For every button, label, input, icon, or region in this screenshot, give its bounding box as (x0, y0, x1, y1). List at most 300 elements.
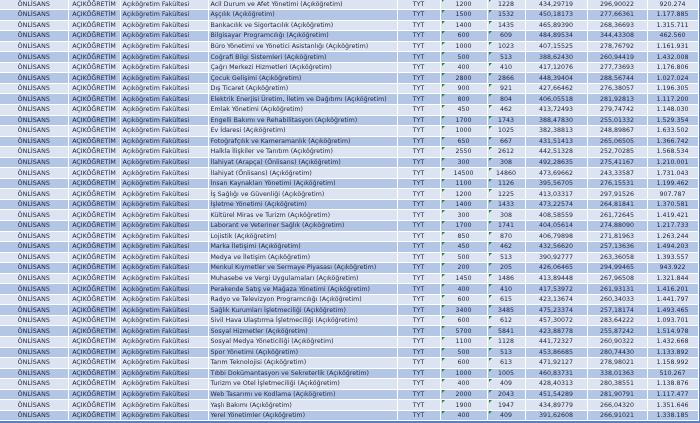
placed-cell[interactable]: 2612 (487, 147, 525, 158)
rank-cell[interactable]: 1.493.465 (647, 305, 698, 316)
faculty-cell[interactable]: Açıköğretim Fakültesi (120, 73, 208, 84)
placed-cell[interactable]: 1025 (487, 126, 525, 137)
quota-cell[interactable]: 1500 (440, 10, 487, 21)
program-name-cell[interactable]: İş Sağlığı ve Güvenliği (Açıköğretim) (208, 189, 397, 200)
rank-cell[interactable]: 1.133.892 (647, 347, 698, 358)
type-cell[interactable]: AÇIKÖĞRETİM (68, 252, 120, 263)
type-cell[interactable]: AÇIKÖĞRETİM (68, 52, 120, 63)
rank-cell[interactable]: 1.138.876 (647, 379, 698, 390)
placed-cell[interactable]: 308 (487, 210, 525, 221)
max-score-cell[interactable]: 451,54289 (525, 389, 587, 400)
faculty-cell[interactable]: Açıköğretim Fakültesi (120, 0, 208, 10)
type-cell[interactable]: AÇIKÖĞRETİM (68, 157, 120, 168)
faculty-cell[interactable]: Açıköğretim Fakültesi (120, 368, 208, 379)
rank-cell[interactable]: 1.393.557 (647, 252, 698, 263)
min-score-cell[interactable]: 288,56744 (587, 73, 647, 84)
type-cell[interactable]: AÇIKÖĞRETİM (68, 231, 120, 242)
level-cell[interactable]: ÖNLİSANS (0, 294, 68, 305)
level-cell[interactable]: ÖNLİSANS (0, 410, 68, 421)
placed-cell[interactable]: 513 (487, 52, 525, 63)
score-type-cell[interactable]: TYT (397, 0, 440, 10)
level-cell[interactable]: ÖNLİSANS (0, 115, 68, 126)
program-name-cell[interactable]: Dış Ticaret (Açıköğretim) (208, 83, 397, 94)
type-cell[interactable]: AÇIKÖĞRETİM (68, 20, 120, 31)
min-score-cell[interactable]: 277,73693 (587, 62, 647, 73)
score-type-cell[interactable]: TYT (397, 20, 440, 31)
level-cell[interactable]: ÖNLİSANS (0, 62, 68, 73)
max-score-cell[interactable]: 457,30072 (525, 315, 587, 326)
score-type-cell[interactable]: TYT (397, 136, 440, 147)
placed-cell[interactable]: 613 (487, 358, 525, 369)
placed-cell[interactable]: 1433 (487, 199, 525, 210)
min-score-cell[interactable]: 252,70285 (587, 147, 647, 158)
placed-cell[interactable]: 409 (487, 410, 525, 421)
score-type-cell[interactable]: TYT (397, 337, 440, 348)
faculty-cell[interactable]: Açıköğretim Fakültesi (120, 294, 208, 305)
score-type-cell[interactable]: TYT (397, 94, 440, 105)
type-cell[interactable]: AÇIKÖĞRETİM (68, 126, 120, 137)
min-score-cell[interactable]: 261,72645 (587, 210, 647, 221)
min-score-cell[interactable]: 264,81841 (587, 199, 647, 210)
level-cell[interactable]: ÖNLİSANS (0, 136, 68, 147)
quota-cell[interactable]: 400 (440, 284, 487, 295)
placed-cell[interactable]: 1126 (487, 178, 525, 189)
program-name-cell[interactable]: Engelli Bakımı ve Rehabilitasyon (Açıköğretim) (208, 115, 397, 126)
quota-cell[interactable]: 500 (440, 52, 487, 63)
type-cell[interactable]: AÇIKÖĞRETİM (68, 94, 120, 105)
type-cell[interactable]: AÇIKÖĞRETİM (68, 263, 120, 274)
program-name-cell[interactable]: Kültürel Miras ve Turizm (Açıköğretim) (208, 210, 397, 221)
min-score-cell[interactable]: 275,41167 (587, 157, 647, 168)
min-score-cell[interactable]: 271,81963 (587, 231, 647, 242)
score-type-cell[interactable]: TYT (397, 242, 440, 253)
min-score-cell[interactable]: 257,13636 (587, 242, 647, 253)
quota-cell[interactable]: 650 (440, 136, 487, 147)
min-score-cell[interactable]: 274,88090 (587, 220, 647, 231)
rank-cell[interactable]: 1.370.581 (647, 199, 698, 210)
quota-cell[interactable]: 1450 (440, 273, 487, 284)
min-score-cell[interactable]: 266,04320 (587, 400, 647, 411)
quota-cell[interactable]: 2550 (440, 147, 487, 158)
program-name-cell[interactable]: Sağlık Kurumları İşletmeciliği (Açıköğretim) (208, 305, 397, 316)
rank-cell[interactable]: 1.416.201 (647, 284, 698, 295)
quota-cell[interactable]: 450 (440, 242, 487, 253)
max-score-cell[interactable]: 391,62608 (525, 410, 587, 421)
rank-cell[interactable]: 1.514.978 (647, 326, 698, 337)
program-name-cell[interactable]: Radyo ve Televizyon Programcılığı (Açıköğretim) (208, 294, 397, 305)
program-name-cell[interactable]: Coğrafi Bilgi Sistemleri (Açıköğretim) (208, 52, 397, 63)
level-cell[interactable]: ÖNLİSANS (0, 73, 68, 84)
max-score-cell[interactable]: 432,56620 (525, 242, 587, 253)
placed-cell[interactable]: 1225 (487, 189, 525, 200)
placed-cell[interactable]: 14860 (487, 168, 525, 179)
program-name-cell[interactable]: Büro Yönetimi ve Yönetici Asistanlığı (Açıköğretim) (208, 41, 397, 52)
placed-cell[interactable]: 308 (487, 157, 525, 168)
rank-cell[interactable]: 1.338.185 (647, 410, 698, 421)
min-score-cell[interactable]: 277,66361 (587, 10, 647, 21)
rank-cell[interactable]: 1.441.797 (647, 294, 698, 305)
max-score-cell[interactable]: 492,28635 (525, 157, 587, 168)
max-score-cell[interactable]: 413,72493 (525, 104, 587, 115)
placed-cell[interactable]: 513 (487, 347, 525, 358)
score-type-cell[interactable]: TYT (397, 41, 440, 52)
score-type-cell[interactable]: TYT (397, 400, 440, 411)
faculty-cell[interactable]: Açıköğretim Fakültesi (120, 157, 208, 168)
faculty-cell[interactable]: Açıköğretim Fakültesi (120, 147, 208, 158)
type-cell[interactable]: AÇIKÖĞRETİM (68, 31, 120, 42)
score-type-cell[interactable]: TYT (397, 210, 440, 221)
level-cell[interactable]: ÖNLİSANS (0, 284, 68, 295)
placed-cell[interactable]: 462 (487, 242, 525, 253)
max-score-cell[interactable]: 465,89390 (525, 20, 587, 31)
quota-cell[interactable]: 500 (440, 252, 487, 263)
level-cell[interactable]: ÖNLİSANS (0, 220, 68, 231)
max-score-cell[interactable]: 428,40313 (525, 379, 587, 390)
level-cell[interactable]: ÖNLİSANS (0, 168, 68, 179)
program-name-cell[interactable]: Bilgisayar Programcılığı (Açıköğretim) (208, 31, 397, 42)
program-name-cell[interactable]: Sosyal Hizmetler (Açıköğretim) (208, 326, 397, 337)
level-cell[interactable]: ÖNLİSANS (0, 31, 68, 42)
quota-cell[interactable]: 1700 (440, 220, 487, 231)
type-cell[interactable]: AÇIKÖĞRETİM (68, 337, 120, 348)
max-score-cell[interactable]: 417,53972 (525, 284, 587, 295)
score-type-cell[interactable]: TYT (397, 305, 440, 316)
level-cell[interactable]: ÖNLİSANS (0, 263, 68, 274)
score-type-cell[interactable]: TYT (397, 368, 440, 379)
quota-cell[interactable]: 450 (440, 104, 487, 115)
score-type-cell[interactable]: TYT (397, 10, 440, 21)
min-score-cell[interactable]: 338,01363 (587, 368, 647, 379)
type-cell[interactable]: AÇIKÖĞRETİM (68, 210, 120, 221)
program-name-cell[interactable]: Tarım Teknolojisi (Açıköğretim) (208, 358, 397, 369)
rank-cell[interactable]: 1.176.806 (647, 62, 698, 73)
rank-cell[interactable]: 1.199.462 (647, 178, 698, 189)
faculty-cell[interactable]: Açıköğretim Fakültesi (120, 337, 208, 348)
quota-cell[interactable]: 200 (440, 263, 487, 274)
faculty-cell[interactable]: Açıköğretim Fakültesi (120, 62, 208, 73)
max-score-cell[interactable]: 473,22574 (525, 199, 587, 210)
quota-cell[interactable]: 400 (440, 62, 487, 73)
max-score-cell[interactable]: 473,69662 (525, 168, 587, 179)
type-cell[interactable]: AÇIKÖĞRETİM (68, 242, 120, 253)
score-type-cell[interactable]: TYT (397, 189, 440, 200)
faculty-cell[interactable]: Açıköğretim Fakültesi (120, 168, 208, 179)
max-score-cell[interactable]: 434,89779 (525, 400, 587, 411)
max-score-cell[interactable]: 388,62430 (525, 52, 587, 63)
faculty-cell[interactable]: Açıköğretim Fakültesi (120, 189, 208, 200)
faculty-cell[interactable]: Açıköğretim Fakültesi (120, 231, 208, 242)
score-type-cell[interactable]: TYT (397, 389, 440, 400)
rank-cell[interactable]: 1.494.203 (647, 242, 698, 253)
max-score-cell[interactable]: 434,29719 (525, 0, 587, 10)
type-cell[interactable]: AÇIKÖĞRETİM (68, 168, 120, 179)
min-score-cell[interactable]: 265,06505 (587, 136, 647, 147)
faculty-cell[interactable]: Açıköğretim Fakültesi (120, 326, 208, 337)
rank-cell[interactable]: 907.787 (647, 189, 698, 200)
max-score-cell[interactable]: 471,92127 (525, 358, 587, 369)
score-type-cell[interactable]: TYT (397, 315, 440, 326)
program-name-cell[interactable]: Lojistik (Açıköğretim) (208, 231, 397, 242)
type-cell[interactable]: AÇIKÖĞRETİM (68, 400, 120, 411)
faculty-cell[interactable]: Açıköğretim Fakültesi (120, 94, 208, 105)
rank-cell[interactable]: 943.922 (647, 263, 698, 274)
faculty-cell[interactable]: Açıköğretim Fakültesi (120, 284, 208, 295)
type-cell[interactable]: AÇIKÖĞRETİM (68, 83, 120, 94)
placed-cell[interactable]: 513 (487, 252, 525, 263)
quota-cell[interactable]: 900 (440, 83, 487, 94)
quota-cell[interactable]: 600 (440, 315, 487, 326)
level-cell[interactable]: ÖNLİSANS (0, 358, 68, 369)
rank-cell[interactable]: 1.093.701 (647, 315, 698, 326)
type-cell[interactable]: AÇIKÖĞRETİM (68, 147, 120, 158)
quota-cell[interactable]: 600 (440, 294, 487, 305)
placed-cell[interactable]: 615 (487, 294, 525, 305)
rank-cell[interactable]: 1.158.992 (647, 358, 698, 369)
type-cell[interactable]: AÇIKÖĞRETİM (68, 273, 120, 284)
quota-cell[interactable]: 850 (440, 231, 487, 242)
min-score-cell[interactable]: 276,15531 (587, 178, 647, 189)
rank-cell[interactable]: 1.366.742 (647, 136, 698, 147)
max-score-cell[interactable]: 408,58559 (525, 210, 587, 221)
min-score-cell[interactable]: 276,38057 (587, 83, 647, 94)
faculty-cell[interactable]: Açıköğretim Fakültesi (120, 210, 208, 221)
score-type-cell[interactable]: TYT (397, 147, 440, 158)
quota-cell[interactable]: 1200 (440, 189, 487, 200)
program-name-cell[interactable]: Web Tasarımı ve Kodlama (Açıköğretim) (208, 389, 397, 400)
faculty-cell[interactable]: Açıköğretim Fakültesi (120, 389, 208, 400)
level-cell[interactable]: ÖNLİSANS (0, 41, 68, 52)
score-type-cell[interactable]: TYT (397, 347, 440, 358)
level-cell[interactable]: ÖNLİSANS (0, 337, 68, 348)
score-type-cell[interactable]: TYT (397, 231, 440, 242)
min-score-cell[interactable]: 278,76792 (587, 41, 647, 52)
type-cell[interactable]: AÇIKÖĞRETİM (68, 284, 120, 295)
quota-cell[interactable]: 3400 (440, 305, 487, 316)
score-type-cell[interactable]: TYT (397, 178, 440, 189)
score-type-cell[interactable]: TYT (397, 115, 440, 126)
level-cell[interactable]: ÖNLİSANS (0, 368, 68, 379)
faculty-cell[interactable]: Açıköğretim Fakültesi (120, 358, 208, 369)
score-type-cell[interactable]: TYT (397, 263, 440, 274)
rank-cell[interactable]: 1.177.885 (647, 10, 698, 21)
placed-cell[interactable]: 410 (487, 62, 525, 73)
faculty-cell[interactable]: Açıköğretim Fakültesi (120, 20, 208, 31)
quota-cell[interactable]: 1200 (440, 0, 487, 10)
level-cell[interactable]: ÖNLİSANS (0, 20, 68, 31)
level-cell[interactable]: ÖNLİSANS (0, 94, 68, 105)
program-name-cell[interactable]: Aşçılık (Açıköğretim) (208, 10, 397, 21)
level-cell[interactable]: ÖNLİSANS (0, 347, 68, 358)
type-cell[interactable]: AÇIKÖĞRETİM (68, 73, 120, 84)
quota-cell[interactable]: 400 (440, 379, 487, 390)
level-cell[interactable]: ÖNLİSANS (0, 199, 68, 210)
type-cell[interactable]: AÇIKÖĞRETİM (68, 10, 120, 21)
level-cell[interactable]: ÖNLİSANS (0, 126, 68, 137)
program-name-cell[interactable]: Yerel Yönetimler (Açıköğretim) (208, 410, 397, 421)
score-type-cell[interactable]: TYT (397, 104, 440, 115)
program-name-cell[interactable]: Ev İdaresi (Açıköğretim) (208, 126, 397, 137)
type-cell[interactable]: AÇIKÖĞRETİM (68, 115, 120, 126)
type-cell[interactable]: AÇIKÖĞRETİM (68, 41, 120, 52)
max-score-cell[interactable]: 406,05518 (525, 94, 587, 105)
program-name-cell[interactable]: İlahiyat (Önlisans) (Açıköğretim) (208, 168, 397, 179)
rank-cell[interactable]: 1.217.733 (647, 220, 698, 231)
score-type-cell[interactable]: TYT (397, 126, 440, 137)
rank-cell[interactable]: 1.161.931 (647, 41, 698, 52)
max-score-cell[interactable]: 417,12076 (525, 62, 587, 73)
faculty-cell[interactable]: Açıköğretim Fakültesi (120, 242, 208, 253)
max-score-cell[interactable]: 390,92777 (525, 252, 587, 263)
program-name-cell[interactable]: Fotoğrafçılık ve Kameramanlık (Açıköğretim) (208, 136, 397, 147)
rank-cell[interactable]: 1.196.305 (647, 83, 698, 94)
min-score-cell[interactable]: 281,92813 (587, 94, 647, 105)
level-cell[interactable]: ÖNLİSANS (0, 210, 68, 221)
faculty-cell[interactable]: Açıköğretim Fakültesi (120, 31, 208, 42)
quota-cell[interactable]: 400 (440, 410, 487, 421)
program-name-cell[interactable]: İnsan Kaynakları Yönetimi (Açıköğretim) (208, 178, 397, 189)
score-type-cell[interactable]: TYT (397, 157, 440, 168)
placed-cell[interactable]: 1743 (487, 115, 525, 126)
type-cell[interactable]: AÇIKÖĞRETİM (68, 347, 120, 358)
program-name-cell[interactable]: Sivil Hava Ulaştırma İşletmeciliği (Açıköğretim) (208, 315, 397, 326)
placed-cell[interactable]: 1023 (487, 41, 525, 52)
placed-cell[interactable]: 804 (487, 94, 525, 105)
rank-cell[interactable]: 1.351.646 (647, 400, 698, 411)
type-cell[interactable]: AÇIKÖĞRETİM (68, 0, 120, 10)
faculty-cell[interactable]: Açıköğretim Fakültesi (120, 273, 208, 284)
min-score-cell[interactable]: 294,99465 (587, 263, 647, 274)
rank-cell[interactable]: 1.148.030 (647, 104, 698, 115)
min-score-cell[interactable]: 283,64222 (587, 315, 647, 326)
type-cell[interactable]: AÇIKÖĞRETİM (68, 104, 120, 115)
min-score-cell[interactable]: 280,74430 (587, 347, 647, 358)
level-cell[interactable]: ÖNLİSANS (0, 147, 68, 158)
quota-cell[interactable]: 1000 (440, 126, 487, 137)
max-score-cell[interactable]: 448,39404 (525, 73, 587, 84)
score-type-cell[interactable]: TYT (397, 52, 440, 63)
min-score-cell[interactable]: 243,33587 (587, 168, 647, 179)
level-cell[interactable]: ÖNLİSANS (0, 305, 68, 316)
max-score-cell[interactable]: 441,72327 (525, 337, 587, 348)
placed-cell[interactable]: 1532 (487, 10, 525, 21)
quota-cell[interactable]: 1000 (440, 368, 487, 379)
max-score-cell[interactable]: 382,38813 (525, 126, 587, 137)
program-name-cell[interactable]: İşletme Yönetimi (Açıköğretim) (208, 199, 397, 210)
rank-cell[interactable]: 1.027.024 (647, 73, 698, 84)
faculty-cell[interactable]: Açıköğretim Fakültesi (120, 410, 208, 421)
rank-cell[interactable]: 1.321.844 (647, 273, 698, 284)
rank-cell[interactable]: 1.117.477 (647, 389, 698, 400)
quota-cell[interactable]: 1100 (440, 178, 487, 189)
score-type-cell[interactable]: TYT (397, 252, 440, 263)
rank-cell[interactable]: 462.560 (647, 31, 698, 42)
program-name-cell[interactable]: Çağrı Merkezi Hizmetleri (Açıköğretim) (208, 62, 397, 73)
placed-cell[interactable]: 409 (487, 379, 525, 390)
min-score-cell[interactable]: 278,98021 (587, 358, 647, 369)
rank-cell[interactable]: 1.263.244 (647, 231, 698, 242)
rank-cell[interactable]: 1.432.668 (647, 337, 698, 348)
max-score-cell[interactable]: 475,23374 (525, 305, 587, 316)
program-name-cell[interactable]: Turizm ve Otel İşletmeciliği (Açıköğretim) (208, 379, 397, 390)
level-cell[interactable]: ÖNLİSANS (0, 0, 68, 10)
rank-cell[interactable]: 920.274 (647, 0, 698, 10)
max-score-cell[interactable]: 413,03317 (525, 189, 587, 200)
placed-cell[interactable]: 1128 (487, 337, 525, 348)
level-cell[interactable]: ÖNLİSANS (0, 379, 68, 390)
faculty-cell[interactable]: Açıköğretim Fakültesi (120, 305, 208, 316)
min-score-cell[interactable]: 255,87242 (587, 326, 647, 337)
quota-cell[interactable]: 600 (440, 358, 487, 369)
min-score-cell[interactable]: 344,43308 (587, 31, 647, 42)
type-cell[interactable]: AÇIKÖĞRETİM (68, 305, 120, 316)
faculty-cell[interactable]: Açıköğretim Fakültesi (120, 126, 208, 137)
placed-cell[interactable]: 1435 (487, 20, 525, 31)
score-type-cell[interactable]: TYT (397, 31, 440, 42)
placed-cell[interactable]: 462 (487, 104, 525, 115)
program-name-cell[interactable]: Elektrik Enerjisi Üretim, İletim ve Dağıtımı (Açıköğretim) (208, 94, 397, 105)
placed-cell[interactable]: 921 (487, 83, 525, 94)
quota-cell[interactable]: 1400 (440, 199, 487, 210)
level-cell[interactable]: ÖNLİSANS (0, 231, 68, 242)
max-score-cell[interactable]: 423,13674 (525, 294, 587, 305)
faculty-cell[interactable]: Açıköğretim Fakültesi (120, 199, 208, 210)
faculty-cell[interactable]: Açıköğretim Fakültesi (120, 347, 208, 358)
max-score-cell[interactable]: 453,86685 (525, 347, 587, 358)
program-name-cell[interactable]: Menkul Kıymetler ve Sermaye Piyasası (Açıköğretim) (208, 263, 397, 274)
placed-cell[interactable]: 205 (487, 263, 525, 274)
score-type-cell[interactable]: TYT (397, 358, 440, 369)
rank-cell[interactable]: 510.267 (647, 368, 698, 379)
placed-cell[interactable]: 1947 (487, 400, 525, 411)
quota-cell[interactable]: 1400 (440, 20, 487, 31)
faculty-cell[interactable]: Açıköğretim Fakültesi (120, 379, 208, 390)
min-score-cell[interactable]: 281,90791 (587, 389, 647, 400)
score-type-cell[interactable]: TYT (397, 199, 440, 210)
rank-cell[interactable]: 1.568.534 (647, 147, 698, 158)
max-score-cell[interactable]: 450,18173 (525, 10, 587, 21)
score-type-cell[interactable]: TYT (397, 273, 440, 284)
rank-cell[interactable]: 1.117.200 (647, 94, 698, 105)
min-score-cell[interactable]: 257,18174 (587, 305, 647, 316)
type-cell[interactable]: AÇIKÖĞRETİM (68, 220, 120, 231)
quota-cell[interactable]: 300 (440, 157, 487, 168)
type-cell[interactable]: AÇIKÖĞRETİM (68, 178, 120, 189)
program-name-cell[interactable]: Perakende Satış ve Mağaza Yönetimi (Açıköğretim) (208, 284, 397, 295)
quota-cell[interactable]: 2000 (440, 389, 487, 400)
max-score-cell[interactable]: 431,51413 (525, 136, 587, 147)
placed-cell[interactable]: 2866 (487, 73, 525, 84)
placed-cell[interactable]: 1005 (487, 368, 525, 379)
placed-cell[interactable]: 667 (487, 136, 525, 147)
level-cell[interactable]: ÖNLİSANS (0, 83, 68, 94)
placed-cell[interactable]: 870 (487, 231, 525, 242)
program-name-cell[interactable]: Spor Yönetimi (Açıköğretim) (208, 347, 397, 358)
rank-cell[interactable]: 1.419.421 (647, 210, 698, 221)
score-type-cell[interactable]: TYT (397, 168, 440, 179)
type-cell[interactable]: AÇIKÖĞRETİM (68, 379, 120, 390)
max-score-cell[interactable]: 426,06465 (525, 263, 587, 274)
faculty-cell[interactable]: Açıköğretim Fakültesi (120, 252, 208, 263)
max-score-cell[interactable]: 442,51328 (525, 147, 587, 158)
program-name-cell[interactable]: Yaşlı Bakımı (Açıköğretim) (208, 400, 397, 411)
level-cell[interactable]: ÖNLİSANS (0, 389, 68, 400)
program-name-cell[interactable]: Laborant ve Veteriner Sağlık (Açıköğretim) (208, 220, 397, 231)
program-name-cell[interactable]: Çocuk Gelişimi (Açıköğretim) (208, 73, 397, 84)
min-score-cell[interactable]: 280,38551 (587, 379, 647, 390)
max-score-cell[interactable]: 427,66462 (525, 83, 587, 94)
placed-cell[interactable]: 5841 (487, 326, 525, 337)
faculty-cell[interactable]: Açıköğretim Fakültesi (120, 10, 208, 21)
